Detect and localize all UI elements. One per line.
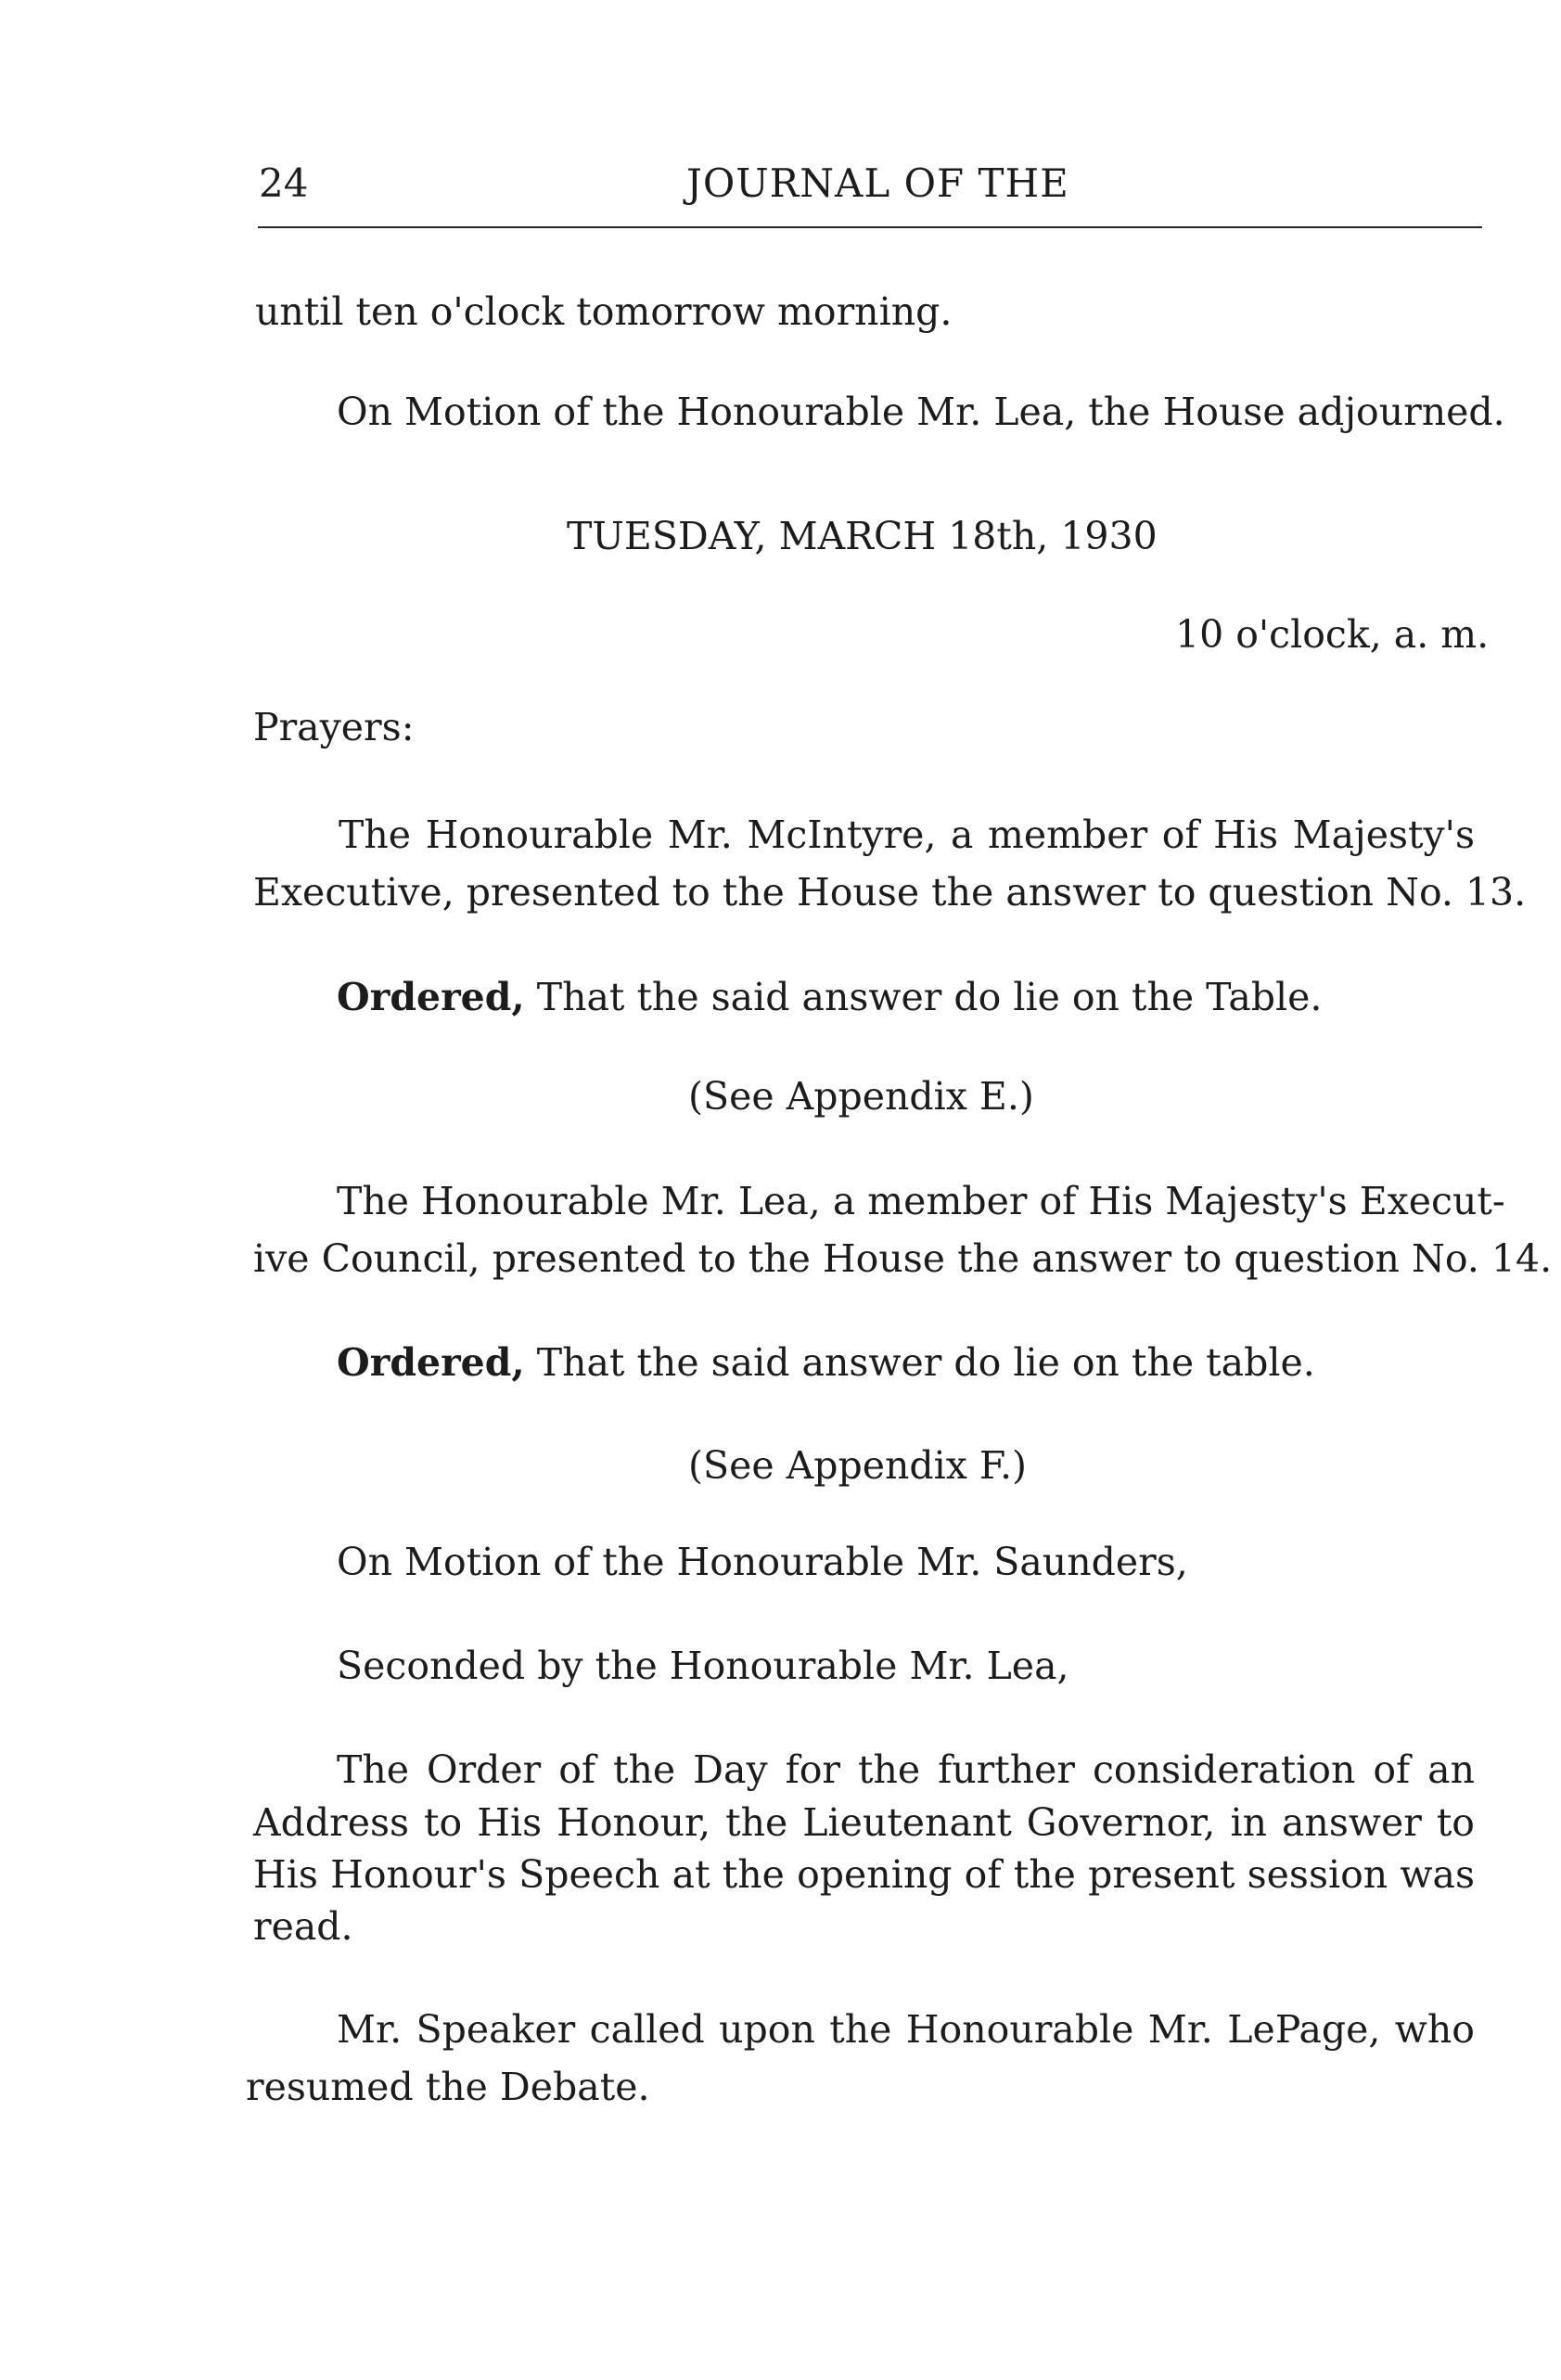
paragraph-line: His Honour's Speech at the opening of the present session was	[253, 1852, 1475, 1897]
paragraph-line: ive Council, presented to the House the answer to question No. 14.	[253, 1236, 1553, 1281]
ordered-line	[337, 971, 1322, 1023]
paragraph-line: The Honourable Mr. McIntyre, a member of His Majesty's	[339, 813, 1475, 857]
appendix-reference: (See Appendix E.)	[688, 1074, 1034, 1119]
paragraph-line: The Honourable Mr. Lea, a member of His Majesty's Execut-	[337, 1179, 1505, 1223]
page-number: 24	[259, 160, 309, 206]
paragraph-line: read.	[253, 1904, 353, 1949]
ordered-label: Ordered,	[337, 1340, 525, 1385]
motion-line: On Motion of the Honourable Mr. Saunders,	[337, 1540, 1188, 1584]
paragraph-line: The Order of the Day for the further consideration of an	[337, 1747, 1475, 1792]
ordered-text: That the said answer do lie on the Table.	[524, 975, 1323, 1019]
ordered-text: That the said answer do lie on the table.	[524, 1340, 1315, 1385]
appendix-reference: (See Appendix F.)	[688, 1443, 1028, 1488]
paragraph-line: resumed the Debate.	[246, 2065, 650, 2109]
header-rule	[258, 226, 1482, 228]
seconded-line: Seconded by the Honourable Mr. Lea,	[337, 1644, 1069, 1688]
body-line: until ten o'clock tomorrow morning.	[255, 289, 953, 334]
ordered-line	[337, 1337, 1315, 1388]
paragraph-line: Address to His Honour, the Lieutenant Governor, in answer to	[253, 1800, 1475, 1845]
running-header-title: JOURNAL OF THE	[686, 160, 1069, 206]
prayers-label: Prayers:	[253, 705, 415, 749]
adjournment-motion: On Motion of the Honourable Mr. Lea, the House adjourned.	[337, 390, 1505, 434]
ordered-label: Ordered,	[337, 975, 525, 1019]
date-heading: TUESDAY, MARCH 18th, 1930	[567, 514, 1158, 558]
sitting-time: 10 o'clock, a. m.	[1175, 612, 1490, 657]
paragraph-line: Mr. Speaker called upon the Honourable Mr. LePage, who	[337, 2007, 1475, 2052]
paragraph-line: Executive, presented to the House the answer to question No. 13.	[253, 870, 1527, 915]
